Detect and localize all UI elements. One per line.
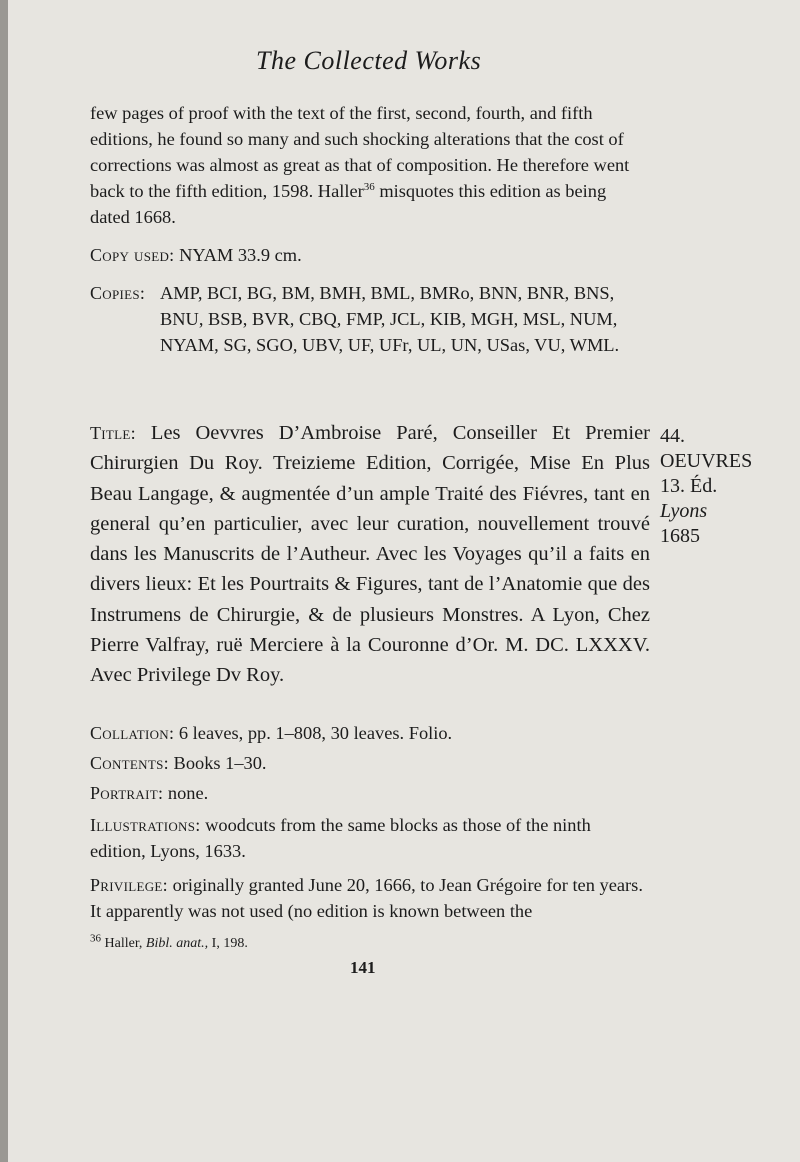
contents-value: Books 1–30. xyxy=(173,753,267,773)
page-number: 141 xyxy=(350,958,376,977)
footnote-locator: I, 198. xyxy=(211,936,248,951)
margin-sidenote xyxy=(660,424,790,549)
entry-place: Lyons xyxy=(660,500,708,522)
footnote-reference: 36 xyxy=(363,180,375,193)
footnote xyxy=(90,932,248,952)
illustrations-entry xyxy=(90,812,650,864)
page-gutter-shadow xyxy=(0,0,8,1162)
contents-entry xyxy=(90,750,650,776)
entry-edition: 13. Éd. xyxy=(660,475,718,497)
copies-label: Copies: xyxy=(90,283,146,303)
portrait-value: none. xyxy=(167,783,209,803)
portrait-entry xyxy=(90,780,650,806)
title-entry xyxy=(90,418,650,691)
entry-year: 1685 xyxy=(660,525,700,547)
footnote-author: Haller, xyxy=(104,936,143,951)
copies-list: AMP, BCI, BG, BM, BMH, BML, BMRo, BNN, BNR, BNS, BNU, BSB, BVR, CBQ, FMP, JCL, KIB, MGH, MSL, NUM, NYAM, SG, SGO, UBV, UF, UFr, UL, UN, USas, VU, WML. xyxy=(160,283,620,355)
body-text-start: few pages of proof with the text of the first, second, fourth, and fifth editions, he found so many and such shocking alterations that the cost of corrections was almost as great as that of composition. He therefore went back to the fifth edition, 1598. Haller xyxy=(90,103,630,201)
entry-number: 44. xyxy=(660,425,685,447)
title-label: Title: xyxy=(90,423,136,443)
illustrations-value: woodcuts from the same blocks as those of the ninth edition, Lyons, 1633. xyxy=(90,815,591,861)
copy-used-value: NYAM 33.9 cm. xyxy=(179,245,302,265)
title-text: Les Oevvres D’Ambroise Paré, Conseiller Et Premier Chirurgien Du Roy. Treizieme Edition, Corrigée, Mise En Plus Beau Langage, & augmentée d’un ample Traité des Fiévres, tant en general qu’en particulier, avec leur curation, nouvellement trouvé dans les Manuscrits de l’Autheur. Avec les Voyages qu’il a faits en divers lieux: Et les Pourtraits & Figures, tant de l’Anatomie que des Instrumens de Chirurgie, & de plusieurs Monstres. A Lyon, Chez Pierre Valfray, ruë Merciere à la Couronne d’Or. M. DC. LXXXV. Avec Privilege Dv Roy. xyxy=(90,422,651,687)
collation-value: 6 leaves, pp. 1–808, 30 leaves. Folio. xyxy=(178,723,453,743)
collation-label: Collation: xyxy=(90,723,175,743)
copies-entry xyxy=(90,280,650,358)
body-text-end: misquotes this edition as being dated 1668. xyxy=(90,181,607,227)
privilege-entry xyxy=(90,872,650,924)
entry-name: OEUVRES xyxy=(660,450,753,472)
copy-used-label: Copy used: xyxy=(90,245,175,265)
footnote-work: Bibl. anat., xyxy=(145,936,209,951)
running-head: The Collected Works xyxy=(256,46,482,75)
privilege-value: originally granted June 20, 1666, to Jean Grégoire for ten years. It apparently was not used (no edition is known between the xyxy=(90,875,643,921)
contents-label: Contents: xyxy=(90,753,169,773)
collation-entry xyxy=(90,720,650,746)
copy-used-entry xyxy=(90,242,650,268)
body-paragraph xyxy=(90,100,650,230)
portrait-label: Portrait: xyxy=(90,783,164,803)
footnote-number: 36 xyxy=(90,932,101,945)
illustrations-label: Illustrations: xyxy=(90,815,201,835)
privilege-label: Privilege: xyxy=(90,875,168,895)
